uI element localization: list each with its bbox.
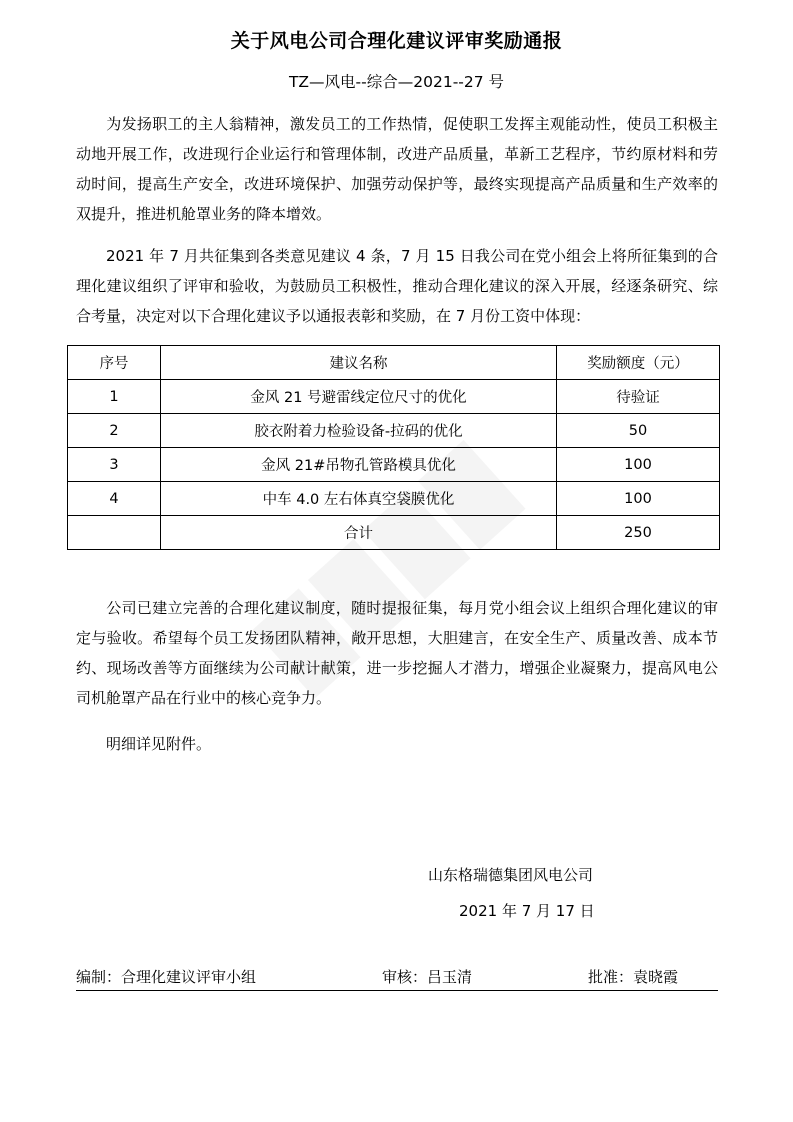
signature-organization: 山东格瑞德集团风电公司 [428, 866, 594, 884]
paragraph-review [76, 241, 718, 331]
paragraph-purpose [76, 109, 718, 229]
paragraph-attachment [76, 729, 718, 759]
table-row [68, 448, 720, 482]
row-index: 4 [68, 482, 161, 516]
row-award-amount: 待验证 [557, 380, 720, 414]
paragraph-expectation-text: 公司已建立完善的合理化建议制度，随时提报征集，每月党小组会议上组织合理化建议的审定与验收。希望每个员工发扬团队精神，敞开思想，大胆建言，在安全生产、质量改善、成本节约、现场改善等方面继续为公司献计献策，进一步挖掘人才潜力，增强企业凝聚力，提高风电公司机舱罩产品在行业中的核心竞争力。 [76, 599, 718, 707]
row-award-amount: 50 [557, 414, 720, 448]
row-suggestion-name: 中车 4.0 左右体真空袋膜优化 [161, 482, 557, 516]
table-total-row [68, 516, 720, 550]
award-table [67, 345, 720, 550]
total-label: 合计 [161, 516, 557, 550]
row-award-amount: 100 [557, 448, 720, 482]
signature-date: 2021 年 7 月 17 日 [459, 902, 595, 920]
table-header-row [68, 346, 720, 380]
document-title: 关于风电公司合理化建议评审奖励通报 [230, 30, 563, 52]
row-index: 3 [68, 448, 161, 482]
paragraph-review-text: 2021 年 7 月共征集到各类意见建议 4 条，7 月 15 日我公司在党小组会上将所征集到的合理化建议组织了评审和验收，为鼓励员工积极性，推动合理化建议的深入开展，经逐条研究、综合考量，决定对以下合理化建议予以通报表彰和奖励，在 7 月份工资中体现： [76, 247, 718, 325]
table-row [68, 380, 720, 414]
row-index: 1 [68, 380, 161, 414]
approval-footer [76, 962, 718, 991]
table-row [68, 414, 720, 448]
footer-editor: 编制：合理化建议评审小组 [76, 968, 257, 986]
total-empty-cell [68, 516, 161, 550]
paragraph-expectation [76, 593, 718, 713]
document-number: TZ—风电--综合—2021--27 号 [288, 73, 505, 91]
paragraph-purpose-text: 为发扬职工的主人翁精神，激发员工的工作热情，促使职工发挥主观能动性，使员工积极主动地开展工作，改进现行企业运行和管理体制，改进产品质量，革新工艺程序，节约原材料和劳动时间，提高生产安全，改进环境保护、加强劳动保护等，最终实现提高产品质量和生产效率的双提升，推进机舱罩业务的降本增效。 [76, 115, 718, 223]
row-suggestion-name: 金风 21 号避雷线定位尺寸的优化 [161, 380, 557, 414]
header-suggestion-name: 建议名称 [161, 346, 557, 380]
total-value: 250 [557, 516, 720, 550]
footer-reviewer: 审核：吕玉清 [382, 968, 473, 986]
header-index: 序号 [68, 346, 161, 380]
footer-approver: 批准：袁晓霞 [588, 968, 679, 986]
table-row [68, 482, 720, 516]
paragraph-attachment-text: 明细详见附件。 [106, 735, 212, 753]
row-suggestion-name: 胶衣附着力检验设备-拉码的优化 [161, 414, 557, 448]
row-index: 2 [68, 414, 161, 448]
row-suggestion-name: 金风 21#吊物孔管路模具优化 [161, 448, 557, 482]
header-award-amount: 奖励额度（元） [557, 346, 720, 380]
row-award-amount: 100 [557, 482, 720, 516]
